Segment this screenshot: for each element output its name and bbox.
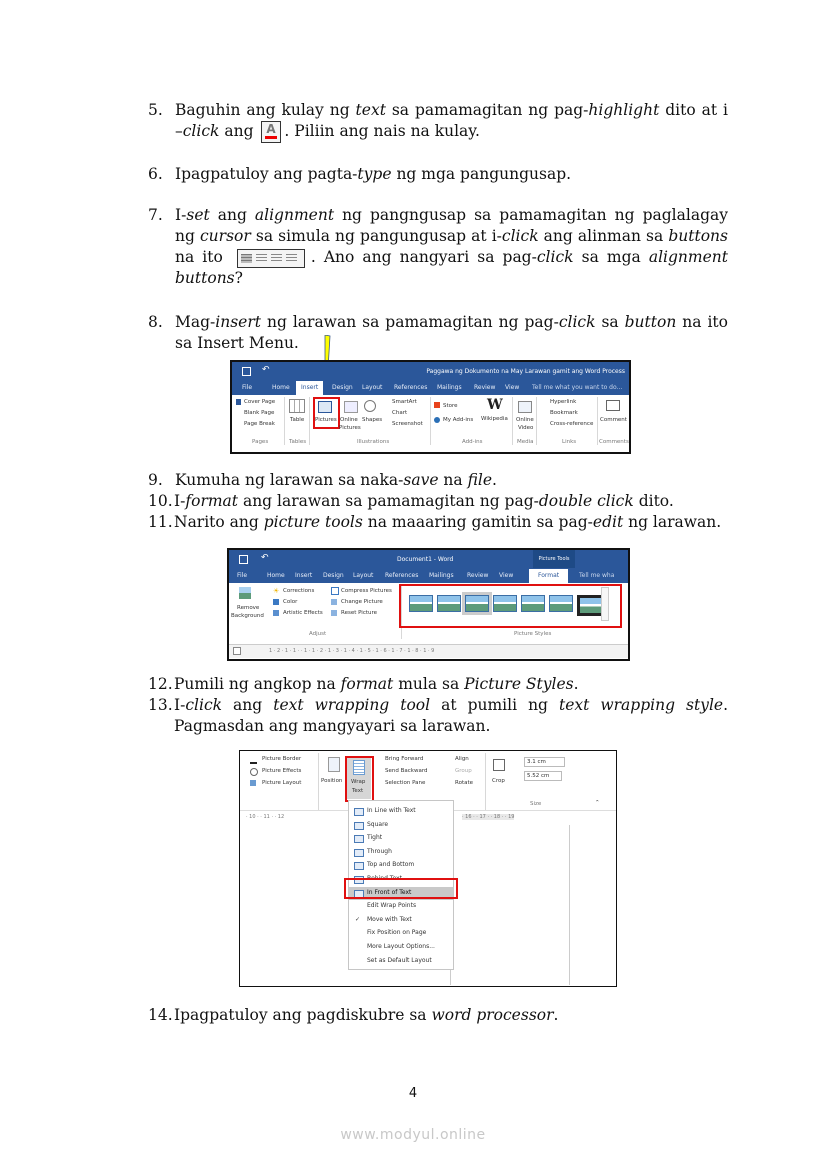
wikipedia-button[interactable]: Wikipedia — [481, 416, 508, 422]
pictures-highlight — [313, 397, 340, 429]
position-icon — [328, 757, 340, 772]
online-pictures-button[interactable]: Online — [340, 417, 358, 423]
wrap-menu-label: Tight — [367, 834, 383, 842]
step-11: 11. Narito ang picture tools na maaaring gamitin sa pag-edit ng larawan. — [148, 513, 722, 531]
alignment-buttons[interactable] — [237, 249, 305, 268]
watermark: www.modyul.online — [340, 1127, 486, 1143]
color-icon — [273, 599, 279, 605]
tell-me-box[interactable]: Tell me wha — [579, 572, 615, 579]
save-icon[interactable] — [239, 555, 248, 564]
pictures-button[interactable]: Pictures — [315, 417, 337, 423]
wrap-option-icon — [354, 822, 364, 830]
color-button[interactable]: Color — [283, 599, 298, 605]
artistic-effects-button[interactable]: Artistic Effects — [283, 610, 323, 616]
corrections-button[interactable]: Corrections — [283, 588, 315, 594]
wrap-menu-label: Through — [367, 847, 392, 855]
wrap-menu-label: More Layout Options... — [367, 943, 435, 950]
justify-icon[interactable] — [286, 254, 297, 263]
wrap-option-icon — [354, 835, 364, 843]
tab-references[interactable]: References — [394, 384, 428, 391]
online-pictures-icon — [344, 401, 358, 413]
wrap-option-icon — [354, 862, 364, 870]
step-6: 6. Ipagpatuloy ang pagta-type ng mga pangungusap. — [148, 165, 572, 183]
wrap-menu-item[interactable] — [349, 805, 453, 818]
picture-tools-ribbon-screenshot: ↶ Document1 - Word Picture Tools File Home Insert Design Layout References Mailings Review View Format Tell me wha Remove Background ☀ Corrections Color Artistic Effects Compress Pictures Change Picture Reset Picture Adjust Picture Styles 1 · 2 · 1 · 1 · · 1 · 1 · 2 · 1 · 3 · 1 · 4 · 1 · 5 · 1 · 6 · 1 · 7 · 1 · 8 · 1 · 9 — [227, 548, 630, 661]
wrap-menu-item[interactable] — [349, 914, 453, 927]
height-field[interactable]: 3.1 cm — [524, 757, 565, 767]
artistic-effects-icon — [273, 610, 279, 616]
table-button[interactable]: Table — [290, 417, 305, 423]
undo-icon[interactable]: ↶ — [261, 553, 269, 563]
tab-review[interactable]: Review — [474, 384, 496, 391]
tab-insert[interactable]: Insert — [295, 572, 313, 579]
wrap-menu-item[interactable] — [349, 955, 453, 968]
step-5: 5. Baguhin ang kulay ng text sa pamamagitan ng pag-highlight dito at i –click ang A . Piliin ang nais na kulay. — [148, 100, 728, 143]
page-break-button[interactable]: Page Break — [244, 421, 275, 427]
align-right-icon[interactable] — [271, 254, 282, 263]
wrap-menu-label: Square — [367, 820, 389, 828]
group-button[interactable]: Group — [455, 768, 472, 774]
table-icon — [289, 399, 305, 413]
smartart-button[interactable]: SmartArt — [392, 399, 417, 405]
crop-button[interactable]: Crop — [492, 778, 505, 784]
collapse-ribbon-icon[interactable]: ⌃ — [595, 800, 600, 806]
picture-border-icon — [250, 756, 257, 764]
chart-button[interactable]: Chart — [392, 410, 408, 416]
tab-view[interactable]: View — [505, 384, 520, 391]
wrap-text-screenshot: Picture Border Picture Effects Picture Layout Position Wrap Text Bring Forward Send Backward Selection Pane Align Group Rotate Crop 3.1 cm 5.52 cm Size ⌃ · 10 · · 11 · · 12 · 16 · · 17 · · 18 · · 19 In Line with Text Square Tight Through Top and Bottom Behind Text In Front of Text Edit Wrap Points ✓ Move with Text Fix Position on Page More Layout Options... Set as Default Layout — [239, 750, 617, 987]
tab-file[interactable]: File — [242, 384, 253, 391]
bookmark-button[interactable]: Bookmark — [550, 410, 578, 416]
wrap-menu-item[interactable] — [349, 900, 453, 913]
cross-reference-button[interactable]: Cross-reference — [550, 421, 594, 427]
picture-layout-icon — [250, 780, 256, 786]
bring-forward-button[interactable]: Bring Forward — [385, 756, 424, 762]
change-picture-button[interactable]: Change Picture — [341, 599, 383, 605]
font-color-icon[interactable]: A — [261, 121, 281, 143]
store-button[interactable]: Store — [443, 403, 458, 409]
tab-design[interactable]: Design — [323, 572, 344, 579]
step-14: 14. Ipagpatuloy ang pagdiskubre sa word processor. — [148, 1006, 559, 1024]
remove-background-button[interactable]: Remove — [237, 605, 260, 611]
picture-tools-label: Picture Tools — [533, 550, 575, 568]
wrap-text-highlight — [345, 756, 374, 802]
wrap-menu-item[interactable] — [349, 819, 453, 832]
picture-border-button[interactable]: Picture Border — [262, 756, 302, 762]
picture-effects-button[interactable]: Picture Effects — [262, 768, 302, 774]
my-addins-button[interactable]: My Add-ins — [443, 417, 474, 423]
checkmark-icon: ✓ — [355, 915, 361, 923]
tab-mailings[interactable]: Mailings — [437, 384, 462, 391]
wrap-menu-label: In Front of Text — [367, 888, 412, 896]
cover-page-button[interactable]: Cover Page — [244, 399, 276, 405]
compress-pictures-button[interactable]: Compress Pictures — [341, 588, 392, 594]
wikipedia-icon: W — [487, 397, 503, 413]
corrections-icon: ☀ — [273, 587, 280, 595]
wrap-menu-item[interactable] — [349, 927, 453, 940]
step-13: 13. I-click ang text wrapping tool at pumili ng text wrapping style. Pagmasdan ang mangyayari sa larawan. — [148, 696, 729, 735]
tab-review[interactable]: Review — [467, 572, 489, 579]
step-9: 9. Kumuha ng larawan sa naka-save na file. — [148, 471, 497, 489]
wrap-menu-label: Move with Text — [367, 915, 412, 923]
tab-home[interactable]: Home — [267, 572, 285, 579]
store-icon — [434, 402, 440, 408]
tab-format[interactable]: Format — [529, 569, 568, 583]
reset-picture-icon — [331, 610, 337, 616]
wrap-menu-label: Behind Text — [367, 875, 402, 882]
picture-styles-highlight — [399, 584, 622, 628]
align-left-icon[interactable] — [241, 254, 252, 263]
ruler: 1 · 2 · 1 · 1 · · 1 · 1 · 2 · 1 · 3 · 1 · 4 · 1 · 5 · 1 · 6 · 1 · 7 · 1 · 8 · 1 · 9 — [229, 644, 628, 658]
insert-ribbon-screenshot: ↶ Paggawa ng Dokumento na May Larawan gamit ang Word Process File Home Insert Design Layout References Mailings Review View Tell me what you want to do... Cover Page Blank Page Page Break Pages Table Tables Pictures Online Pictures Shapes SmartArt Chart Screenshot Illustrations Store My Add-ins W Wikipedia Add-ins Online Video Media Hyperlink Bookmark Cross-reference Links Comment Comments — [230, 360, 631, 454]
comment-button[interactable]: Comment — [600, 417, 627, 423]
title-bar: ↶ Paggawa ng Dokumento na May Larawan gamit ang Word Process — [232, 362, 629, 380]
undo-icon[interactable]: ↶ — [262, 365, 270, 375]
tab-design[interactable]: Design — [332, 384, 353, 391]
width-field[interactable]: 5.52 cm — [524, 771, 562, 781]
position-button[interactable]: Position — [321, 778, 343, 784]
step-8: 8. Mag-insert ng larawan sa pamamagitan ng pag-click sa button na ito sa Insert Menu. — [148, 313, 728, 352]
tab-view[interactable]: View — [499, 572, 514, 579]
align-center-icon[interactable] — [256, 254, 267, 263]
rotate-button[interactable]: Rotate — [455, 780, 474, 786]
compress-pictures-icon — [331, 587, 339, 595]
step-7: 7. I-set ang alignment ng pangngusap sa pamamagitan ng paglalagay ng cursor sa simula ng pangungusap at i-click ang alinman sa buttons na ito . Ano ang nangyari sa pag-click sa mga alignment buttons? — [148, 206, 728, 287]
shapes-icon — [364, 400, 376, 412]
screenshot-button[interactable]: Screenshot — [392, 421, 423, 427]
tell-me-box[interactable]: Tell me what you want to do... — [532, 384, 623, 391]
crop-icon — [493, 759, 505, 771]
reset-picture-button[interactable]: Reset Picture — [341, 610, 378, 616]
tab-file[interactable]: File — [237, 572, 248, 579]
wrap-menu-label: Top and Bottom — [367, 861, 415, 869]
save-icon[interactable] — [242, 367, 251, 376]
wrap-menu-label: Set as Default Layout — [367, 956, 432, 964]
tab-layout[interactable]: Layout — [362, 384, 383, 391]
wrap-menu-item[interactable] — [349, 859, 453, 872]
in-front-of-text-highlight — [344, 878, 458, 899]
tab-layout[interactable]: Layout — [353, 572, 374, 579]
tab-home[interactable]: Home — [272, 384, 290, 391]
comment-icon — [606, 400, 620, 411]
shapes-button[interactable]: Shapes — [362, 417, 383, 423]
cover-page-icon — [236, 399, 241, 405]
change-picture-icon — [331, 599, 337, 605]
online-video-icon — [518, 401, 532, 413]
ribbon-tabs — [232, 380, 629, 395]
wrap-menu-label: Fix Position on Page — [367, 929, 427, 937]
wrap-option-icon — [354, 849, 364, 857]
step-12: 12. Pumili ng angkop na format mula sa Picture Styles. — [148, 675, 579, 693]
tab-mailings[interactable]: Mailings — [429, 572, 454, 579]
selection-pane-button[interactable]: Selection Pane — [385, 780, 426, 786]
picture-layout-button[interactable]: Picture Layout — [262, 780, 302, 786]
picture-effects-icon — [250, 768, 258, 776]
tab-references[interactable]: References — [385, 572, 419, 579]
online-video-button[interactable]: Online — [516, 417, 534, 423]
wrap-menu-label: In Line with Text — [367, 807, 416, 814]
hyperlink-button[interactable]: Hyperlink — [550, 399, 577, 405]
wrap-menu-item[interactable] — [349, 832, 453, 845]
remove-background-icon — [239, 587, 251, 599]
wrap-menu-item[interactable] — [349, 941, 453, 954]
align-button[interactable]: Align — [455, 756, 469, 762]
my-addins-icon — [434, 417, 440, 423]
send-backward-button[interactable]: Send Backward — [385, 768, 428, 774]
wrap-menu-label: Edit Wrap Points — [367, 902, 417, 910]
page-number: 4 — [408, 1086, 418, 1101]
blank-page-button[interactable]: Blank Page — [244, 410, 275, 416]
tab-insert[interactable]: Insert — [296, 381, 323, 395]
wrap-menu-item[interactable] — [349, 846, 453, 859]
wrap-option-icon — [354, 808, 364, 816]
step-10: 10. I-format ang larawan sa pamamagitan ng pag-double click dito. — [148, 492, 674, 510]
